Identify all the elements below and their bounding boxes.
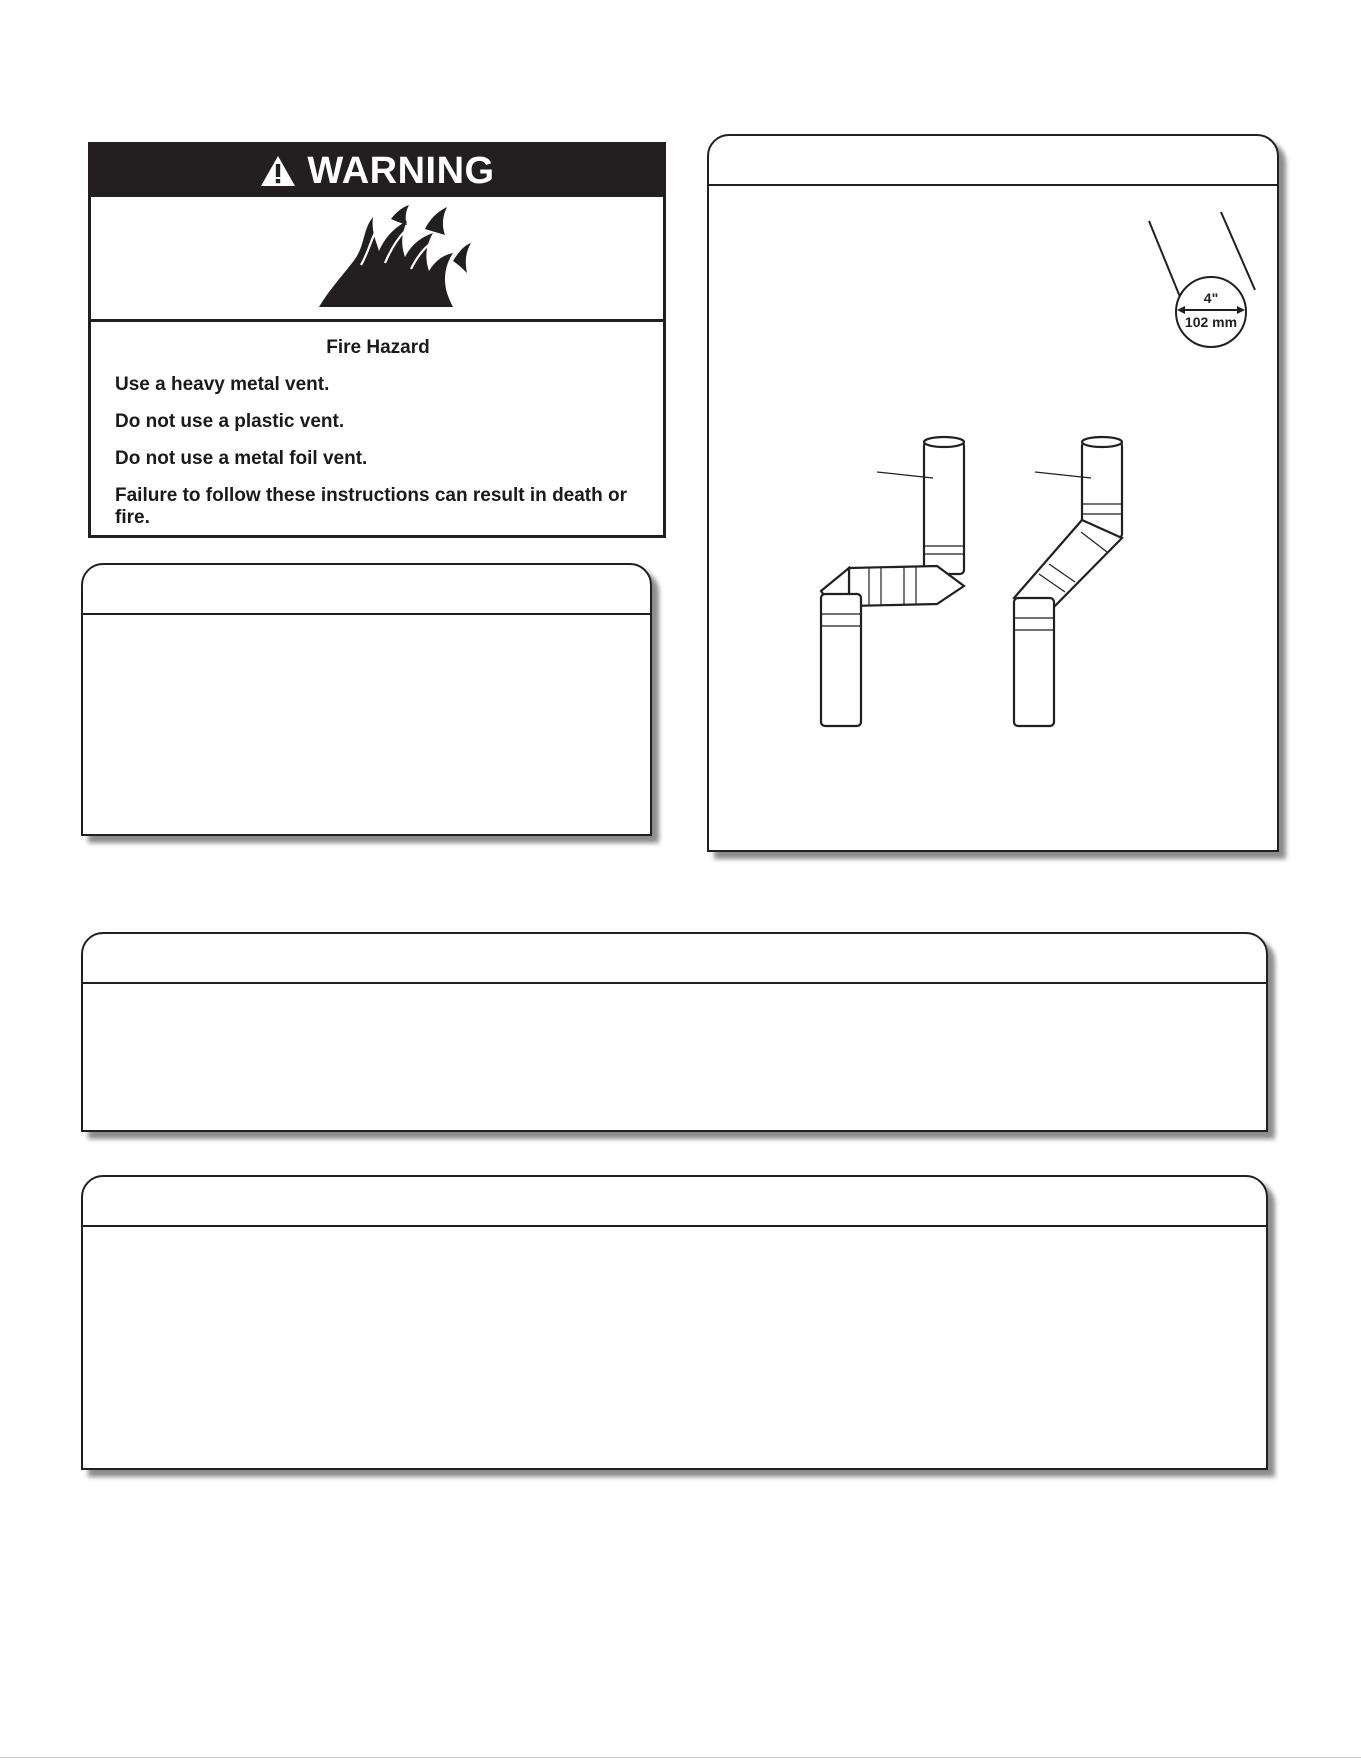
warning-title: WARNING [307, 149, 495, 192]
diameter-inches: 4" [1203, 290, 1219, 306]
hazard-title: Fire Hazard [326, 337, 430, 358]
warning-box [88, 142, 666, 538]
warning-line: Do not use a plastic vent. [115, 411, 345, 432]
panel-header-rule [83, 1225, 1266, 1227]
content-panel [81, 932, 1268, 1132]
alert-triangle-icon [259, 154, 297, 188]
warning-line: Use a heavy metal vent. [115, 374, 330, 395]
vent-diagram [709, 136, 1281, 854]
warning-header [91, 145, 663, 197]
panel-header-rule [83, 982, 1266, 984]
content-panel [81, 1175, 1268, 1470]
warning-text [91, 322, 663, 535]
vent-pipe-elbows [821, 437, 964, 726]
warning-line: Failure to follow these instructions can result in death or fire. [115, 485, 628, 528]
panel-header-rule [83, 613, 650, 615]
vent-pipe-45-degree [1014, 437, 1122, 726]
footer-rule [0, 1757, 1361, 1758]
fire-icon [313, 203, 473, 313]
warning-symbol-area [91, 197, 663, 322]
vent-diagram-panel [707, 134, 1279, 852]
content-panel [81, 563, 652, 836]
diameter-mm: 102 mm [1184, 314, 1238, 330]
warning-line: Do not use a metal foil vent. [115, 448, 368, 469]
